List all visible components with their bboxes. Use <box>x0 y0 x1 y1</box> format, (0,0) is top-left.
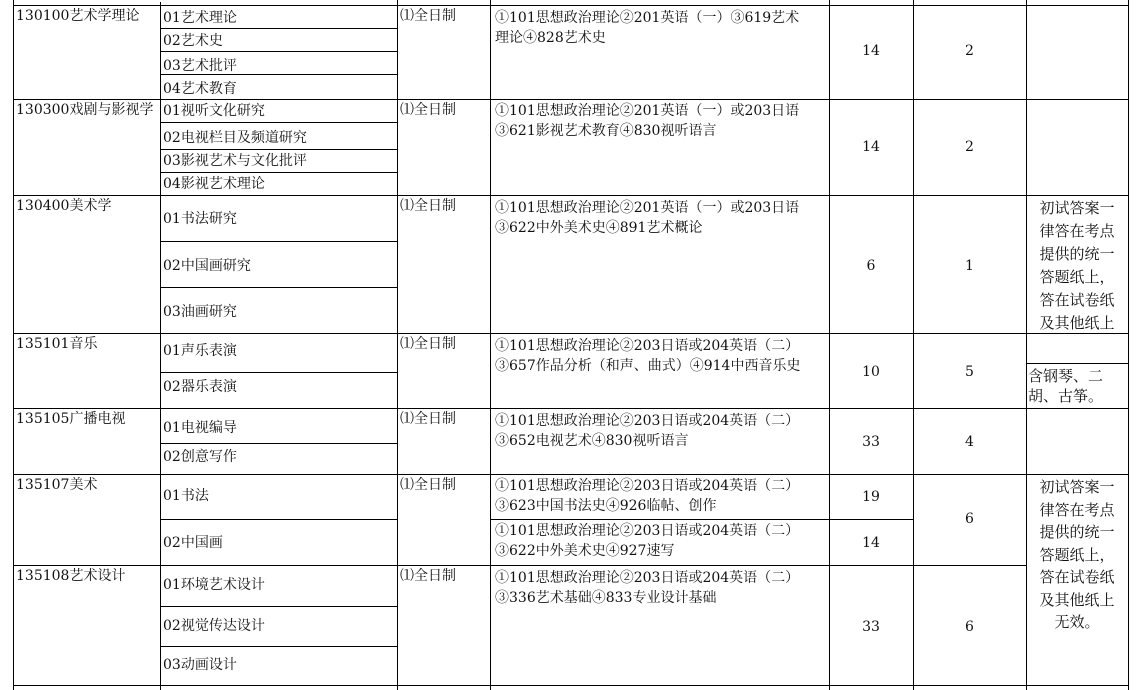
remark-line: 律答在考点 <box>1039 222 1115 240</box>
exam-subjects-line: ①101思想政治理论②203日语或204英语（二） <box>495 338 800 354</box>
direction-item: 01声乐表演 <box>163 343 237 359</box>
remark-line: 提供的统一 <box>1039 245 1115 263</box>
enrollment-count: 14 <box>862 535 880 551</box>
major-code-name: 135105广播电视 <box>16 411 126 427</box>
direction-item: 01书法研究 <box>163 211 237 227</box>
direction-item: 02电视栏目及频道研究 <box>163 130 307 146</box>
direction-item: 01视听文化研究 <box>163 103 265 119</box>
direction-item: 01艺术理论 <box>163 10 237 26</box>
remark-line: 含钢琴、二 <box>1028 367 1104 385</box>
study-mode: ⑴全日制 <box>400 198 456 214</box>
direction-item: 01书法 <box>163 488 209 504</box>
remark-line: 及其他纸上 <box>1039 590 1115 609</box>
exam-subjects-line: ③623中国书法史④926临帖、创作 <box>495 498 717 514</box>
table-rule <box>13 0 14 690</box>
table-rule <box>13 333 1027 334</box>
table-rule <box>1026 363 1129 364</box>
direction-item: 03艺术批评 <box>163 58 237 74</box>
table-rule <box>490 0 491 690</box>
retest-weight: 1 <box>965 258 974 274</box>
direction-item: 03油画研究 <box>163 304 237 320</box>
exam-subjects-line: ③622中外美术史④927速写 <box>495 543 675 559</box>
remark-line: 初试答案一 <box>1039 478 1115 496</box>
exam-subjects-line: ①101思想政治理论②201英语（一）或203日语 <box>495 200 800 216</box>
exam-subjects-line: ①101思想政治理论②201英语（一）或203日语 <box>495 103 800 119</box>
major-code-name: 135108艺术设计 <box>16 568 126 584</box>
remark-line: 答在试卷纸 <box>1039 568 1115 586</box>
exam-split-rule <box>490 519 914 520</box>
direction-item: 02艺术史 <box>163 33 223 49</box>
direction-rule <box>160 443 398 444</box>
direction-item: 02视觉传达设计 <box>163 618 265 634</box>
table-rule <box>1026 474 1129 475</box>
exam-subjects-line: ①101思想政治理论②203日语或204英语（二） <box>495 523 800 539</box>
remark-line: 答题纸上， <box>1039 545 1115 564</box>
clipped-row-top <box>160 0 300 2</box>
remark-line: 律答在考点 <box>1039 500 1115 519</box>
direction-item: 01电视编导 <box>163 420 237 436</box>
major-code-name: 130300戏剧与影视学 <box>16 102 154 118</box>
study-mode: ⑴全日制 <box>400 8 456 24</box>
direction-rule <box>160 172 398 173</box>
remark-line: 胡、古筝。 <box>1028 387 1104 405</box>
direction-rule <box>160 372 398 373</box>
study-mode: ⑴全日制 <box>400 477 456 493</box>
retest-weight: 5 <box>965 364 974 380</box>
direction-item: 04艺术教育 <box>163 81 237 97</box>
remark-line: 及其他纸上 <box>1039 314 1115 332</box>
major-code-name: 130400美术学 <box>16 198 112 214</box>
exam-subjects-line: ①101思想政治理论②203日语或204英语（二） <box>495 478 800 494</box>
direction-rule <box>160 519 398 520</box>
table-rule <box>1026 0 1027 690</box>
exam-subjects-line: ③657作品分析（和声、曲式）④914中西音乐史 <box>495 358 801 374</box>
table-rule <box>829 0 830 690</box>
major-code-name: 130100艺术学理论 <box>16 8 140 24</box>
table-rule <box>1026 408 1129 409</box>
direction-item: 03影视艺术与文化批评 <box>163 153 307 169</box>
direction-rule <box>160 287 398 288</box>
enrollment-count: 19 <box>862 489 880 505</box>
remark-line: 无效。 <box>1054 613 1100 631</box>
enrollment-count: 14 <box>862 43 880 59</box>
retest-weight: 6 <box>965 511 974 527</box>
table-rule <box>13 408 1027 409</box>
enrollment-count: 33 <box>862 619 880 635</box>
direction-item: 02创意写作 <box>163 449 237 465</box>
exam-subjects-line: ③652电视艺术④830视听语言 <box>495 433 689 449</box>
table-rule <box>397 0 398 690</box>
exam-subjects-line: 理论④828艺术史 <box>495 30 606 46</box>
direction-item: 01环境艺术设计 <box>163 577 265 593</box>
table-rule <box>13 685 1129 686</box>
direction-rule <box>160 646 398 647</box>
table-rule <box>1026 195 1129 196</box>
direction-item: 04影视艺术理论 <box>163 176 265 192</box>
remark-line: 提供的统一 <box>1039 523 1115 541</box>
major-code-name: 135107美术 <box>16 477 98 493</box>
study-mode: ⑴全日制 <box>400 102 456 118</box>
direction-item: 02中国画 <box>163 535 223 551</box>
retest-weight: 4 <box>965 434 974 450</box>
study-mode: ⑴全日制 <box>400 411 456 427</box>
table-rule <box>13 5 1129 6</box>
remark-line: 答题纸上， <box>1039 268 1115 286</box>
study-mode: ⑴全日制 <box>400 336 456 352</box>
table-rule <box>160 0 161 690</box>
direction-rule <box>160 122 398 123</box>
major-code-name: 135101音乐 <box>16 336 98 352</box>
exam-subjects-line: ③621影视艺术教育④830视听语言 <box>495 123 717 139</box>
enrollment-count: 33 <box>862 434 880 450</box>
enrollment-count: 14 <box>862 139 880 155</box>
direction-item: 02器乐表演 <box>163 379 237 395</box>
direction-rule <box>160 606 398 607</box>
enrollment-count: 10 <box>862 364 880 380</box>
table-rule <box>13 474 1027 475</box>
direction-item: 02中国画研究 <box>163 258 251 274</box>
exam-subjects-line: ①101思想政治理论②201英语（一）③619艺术 <box>495 10 800 26</box>
retest-weight: 2 <box>965 43 974 59</box>
exam-subjects-line: ③622中外美术史④891艺术概论 <box>495 220 703 236</box>
exam-subjects-line: ③336艺术基础④833专业设计基础 <box>495 590 717 606</box>
table-rule <box>1128 0 1129 690</box>
retest-weight: 2 <box>965 139 974 155</box>
table-rule <box>1026 99 1129 100</box>
enrollment-count: 6 <box>866 258 876 274</box>
table-rule <box>13 565 1027 566</box>
exam-subjects-line: ①101思想政治理论②203日语或204英语（二） <box>495 570 800 586</box>
table-rule <box>913 0 914 690</box>
retest-weight: 6 <box>965 619 974 635</box>
remark-line: 初试答案一 <box>1039 199 1115 217</box>
direction-rule <box>160 149 398 150</box>
exam-subjects-line: ①101思想政治理论②203日语或204英语（二） <box>495 413 800 429</box>
direction-rule <box>160 241 398 242</box>
study-mode: ⑴全日制 <box>400 568 456 584</box>
direction-item: 03动画设计 <box>163 657 237 673</box>
remark-line: 答在试卷纸 <box>1039 291 1115 309</box>
table-rule <box>13 195 1027 196</box>
